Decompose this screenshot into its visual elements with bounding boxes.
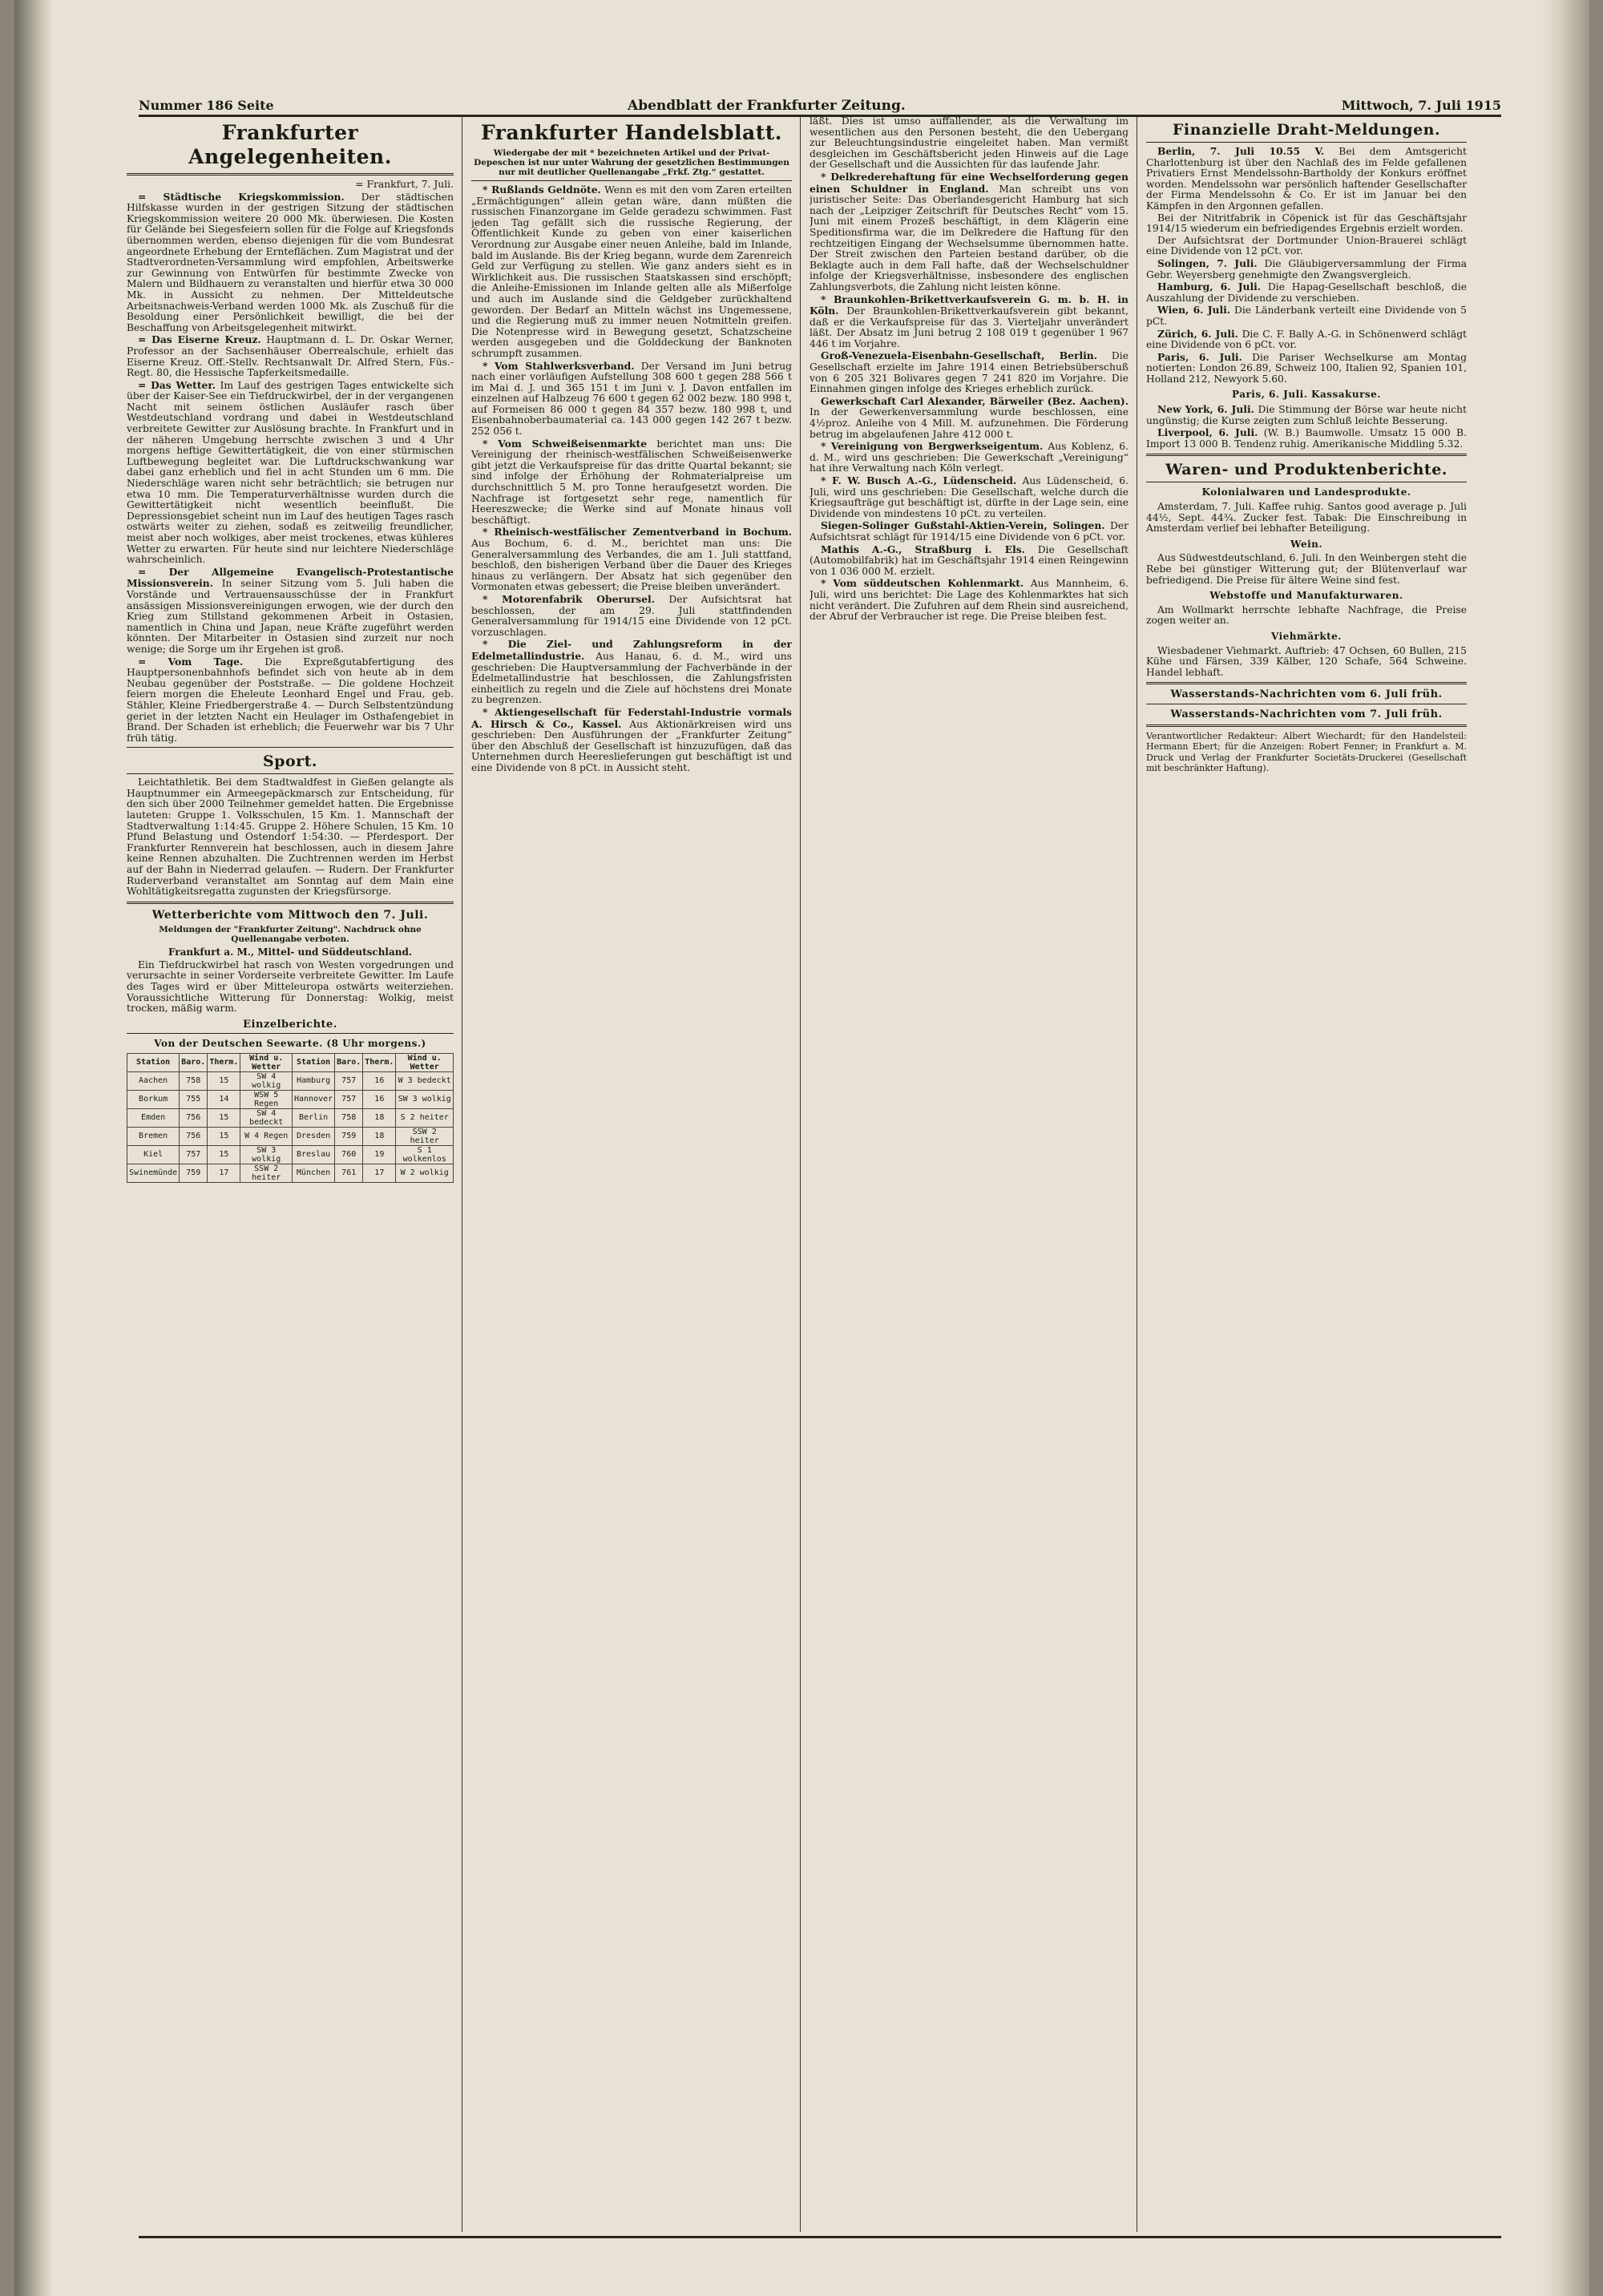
table-cell: 15 (208, 1071, 240, 1090)
article-text: Aus Südwestdeutschland, 6. Juli. In den Weinbergen steht die Rebe bei günstiger Witterung gut; der Blütenverlauf war befriedigend. Die Preise für ältere Weine sind fest. (1146, 552, 1467, 586)
table-header: Baro. (180, 1053, 208, 1071)
table-cell: 18 (363, 1127, 396, 1145)
dateline: = Frankfurt, 7. Juli. (355, 179, 454, 190)
article-text: Aus Bochum, 6. d. M., berichtet man uns: Die Generalversammlung des Verbandes, die am 1. Juli stattfand, beschloß, den bisherigen Verband über die Dauer des Krieges hinaus zu verlängern. Der Absatz hat sich gegenüber den Vormonaten etwas gebessert; die Preise bleiben unverändert. (471, 538, 792, 593)
table-header: Wind u. Wetter (240, 1053, 293, 1071)
table-cell: W 3 bedeckt (396, 1071, 454, 1090)
water-level-title: Wasserstands-Nachrichten vom 7. Juli früh. (1170, 708, 1443, 720)
article-lead: = Städtische Kriegskommission. (138, 190, 345, 203)
table-cell: Bremen (127, 1127, 180, 1145)
paris-quotes-title: Paris, 6. Juli. Kassakurse. (1232, 389, 1381, 401)
section-title-handelsblatt: Frankfurter Handelsblatt. (480, 121, 783, 144)
article-lead: * Vom Schweißeisenmarkte (483, 437, 648, 450)
issue-date: Mittwoch, 7. Juli 1915 (1341, 98, 1501, 113)
article-text: Hauptmann d. L. Dr. Oskar Werner, Professor an der Sachsenhäuser Oberrealschule, erhielt das Eiserne Kreuz. Off.-Stellv. Rechtsanwalt Dr. Alfred Stern, Füs.-Regt. 80, die Hessische Tapferkeitsmedaille. (127, 334, 454, 379)
page-number: Nummer 186 Seite (139, 98, 274, 113)
article-text: Die Gesellschaft erzielte im Jahre 1914 einen Betriebsüberschuß von 6 205 321 Bolivares gegen 7 241 820 im Vorjahre. Die Einnahmen gingen infolge des Krieges erheblich zurück. (810, 350, 1129, 395)
table-row (127, 1127, 454, 1145)
weather-text: Ein Tiefdruckwirbel hat rasch von Westen vorgedrungen und verursachte in seiner Vorderseite verbreitete Gewitter. Im Laufe des Tages wird er über Mitteleuropa ostwärts weiterziehen. Voraussichtliche Witterung für Donnerstag: Wolkig, meist trocken, mäßig warm. (127, 958, 454, 1015)
article-lead: * Motorenfabrik Oberursel. (483, 592, 656, 605)
article-lead: Mathis A.-G., Straßburg i. Els. (821, 543, 1025, 555)
table-cell: München (292, 1164, 334, 1182)
article-text: Bei dem Amtsgericht Charlottenburg ist über den Nachlaß des im Felde gefallenen Privatiers Ernst Mendelssohn-Bartholdy der Konkurs eröffnet worden. Mendelssohn war persönlich haftender Gesellschafter der Firma Mendelssohn & Co. Er ist im Januar bei den Kämpfen in den Argonnen gefallen. (1146, 146, 1467, 212)
article-text: Der Versand im Juni betrug nach einer vorläufigen Aufstellung 308 600 t gegen 288 566 t im Mai d. J. und 365 151 t im Juni v. J. Davon entfallen im einzelnen auf Halbzeug 76 600 t gegen 62 002 bezw. 180 998 t, auf Formeisen 86 000 t gegen 84 357 bezw. 180 998 t, und Eisenbahnoberbaumaterial ca. 143 000 gegen 142 267 t bezw. 252 056 t. (471, 360, 792, 438)
article-text: Am Wollmarkt herrschte lebhafte Nachfrage, die Preise zogen weiter an. (1146, 603, 1467, 627)
table-cell: Hannover (292, 1090, 334, 1108)
article-lead: Hamburg, 6. Juli. (1157, 280, 1262, 293)
table-row (127, 1164, 454, 1182)
column-finance (1146, 116, 1467, 2248)
article-text: Der Aufsichtsrat schlägt für 1914/15 eine Dividende von 6 pCt. vor. (810, 520, 1129, 543)
table-cell: SW 3 wolkig (396, 1090, 454, 1108)
article-text: Amsterdam, 7. Juli. Kaffee ruhig. Santos good average p. Juli 44½, Sept. 44¾. Zucker fest. Tabak: Die Einschreibung in Amsterdam verlief bei lebhafter Beteiligung. (1146, 501, 1467, 535)
subsection-title: Viehmärkte. (1271, 630, 1342, 642)
article-text: Aus Hanau, 6. d. M., wird uns geschrieben: Die Hauptversammlung der Fachverbände in der Edelmetallindustrie hat beschlossen, die Zahlungsfristen einheitlich zu regeln und die Ziele auf höchstens drei Monate zu begrenzen. (471, 650, 792, 706)
table-cell: 757 (335, 1071, 363, 1090)
table-cell: SW 4 bedeckt (240, 1108, 293, 1127)
table-cell: SW 3 wolkig (240, 1145, 293, 1164)
article-lead: * Die Ziel- und Zahlungsreform in der Edelmetallindustrie. (471, 638, 792, 662)
section-title-finance: Finanzielle Draht-Meldungen. (1172, 121, 1441, 139)
table-row (127, 1145, 454, 1164)
article-text: Aus Koblenz, 6. d. M., wird uns geschrieben: Die Gewerkschaft „Vereinigung“ hat ihre Verwaltung nach Köln verlegt. (810, 441, 1129, 474)
article-text: Die Expreßgutabfertigung des Hauptpersonenbahnhofs befindet sich von heute ab in dem Neubau gegenüber der Poststraße. — Die goldene Hochzeit feiern morgen die Eheleute Leonhard Engel und Frau, geb. Stähler, Kleine Friedbergerstraße 4. — Durch Selbstentzündung geriet in der letzten Nacht ein Heulager im Osthafengebiet in Brand. Der Schaden ist erheblich; die Feuerwehr war bis 7 Uhr früh tätig. (127, 656, 454, 744)
table-cell: Kiel (127, 1145, 180, 1164)
table-cell: 14 (208, 1090, 240, 1108)
article-text: Die Hapag-Gesellschaft beschloß, die Auszahlung der Dividende zu verschieben. (1146, 281, 1467, 304)
book-spine (14, 0, 53, 2296)
water-level-title: Wasserstands-Nachrichten vom 6. Juli früh. (1170, 688, 1443, 701)
article-text: Der Aufsichtsrat der Dortmunder Union-Brauerei schlägt eine Dividende von 12 pCt. vor. (1146, 234, 1467, 257)
article-lead: = Der Allgemeine Evangelisch-Protestantische Missionsverein. (127, 565, 454, 590)
table-cell: 757 (180, 1145, 208, 1164)
article-text: Aus Aktionärkreisen wird uns geschrieben: Den Ausführungen der „Frankfurter Zeitung“ über den Abschluß der Gesellschaft ist hinzuzufügen, daß das Unternehmen durch Heereslieferungen gut beschäftigt ist und eine Dividende von 8 pCt. in Aussicht steht. (471, 718, 792, 773)
article-text: Die Länderbank verteilt eine Dividende von 5 pCt. (1146, 305, 1467, 327)
section-title-local: Frankfurter Angelegenheiten. (188, 121, 392, 168)
article-lead: Zürich, 6. Juli. (1157, 327, 1238, 340)
article-text: (W. B.) Baumwolle. Umsatz 15 000 B. Import 13 000 B. Tendenz ruhig. Amerikanische Middling 5.32. (1146, 427, 1467, 450)
column-local-news (127, 116, 454, 2248)
article-lead: * Aktiengesellschaft für Federstahl-Industrie vormals A. Hirsch & Co., Kassel. (471, 705, 792, 730)
einzelberichte-title: Einzelberichte. (243, 1018, 337, 1031)
article-lead: Groß-Venezuela-Eisenbahn-Gesellschaft, Berlin. (821, 349, 1098, 362)
imprint: Verantwortlicher Redakteur: Albert Wiechardt; für den Handelsteil: Hermann Ebert; für die Anzeigen: Robert Fenner; in Frankfurt a. M. Druck und Verlag der Frankfurter Societäts-Druckerei (Gesellschaft mit beschränkter Haftung). (1146, 730, 1467, 774)
table-cell: Hamburg (292, 1071, 334, 1090)
table-cell: Breslau (292, 1145, 334, 1164)
table-cell: Swinemünde (127, 1164, 180, 1182)
table-cell: Emden (127, 1108, 180, 1127)
table-cell: 19 (363, 1145, 396, 1164)
article-text: läßt. Dies ist umso auffallender, als die Verwaltung im wesentlichen aus den Personen besteht, die den Uebergang zur Beleuchtungsindustrie eingeleitet haben. Man vermißt desgleichen im Geschäftsbericht jeden Hinweis auf die Lage der Gesellschaft und die Aussichten für das laufende Jahr. (810, 116, 1129, 171)
table-cell: 15 (208, 1145, 240, 1164)
article-text: Die Gesellschaft (Automobilfabrik) hat im Geschäftsjahr 1914 einen Reingewinn von 1 036 000 M. erzielt. (810, 543, 1129, 577)
article-lead: = Das Wetter. (138, 378, 216, 391)
table-header: Wind u. Wetter (396, 1053, 454, 1071)
article-text: Bei der Nitritfabrik in Cöpenick ist für das Geschäftsjahr 1914/15 wiederum ein befriedigendes Ergebnis erzielt worden. (1146, 212, 1467, 235)
table-cell: 16 (363, 1090, 396, 1108)
section-title-weather: Wetterberichte vom Mittwoch den 7. Juli. (151, 908, 429, 922)
article-lead: * Rußlands Geldnöte. (483, 184, 601, 196)
table-cell: W 2 wolkig (396, 1164, 454, 1182)
table-header: Therm. (208, 1053, 240, 1071)
article-text: In der Gewerkenversammlung wurde beschlossen, eine 4½proz. Anleihe von 4 Mill. M. aufzunehmen. Die Förderung betrug im abgelaufenen Jahre 412 000 t. (810, 406, 1129, 440)
article-lead: * Vom Stahlwerksverband. (483, 359, 635, 372)
article-lead: Siegen-Solinger Gußstahl-Aktien-Verein, Solingen. (821, 519, 1105, 532)
table-cell: 17 (208, 1164, 240, 1182)
table-cell: 758 (180, 1071, 208, 1090)
table-cell: Berlin (292, 1108, 334, 1127)
table-cell: 755 (180, 1090, 208, 1108)
table-cell: W 4 Regen (240, 1127, 293, 1145)
table-cell: 761 (335, 1164, 363, 1182)
article-text: Leichtathletik. Bei dem Stadtwaldfest in Gießen gelangte als Hauptnummer ein Armeegepäckmarsch zur Entscheidung, für den sich über 2000 Teilnehmer gemeldet hatten. Die Ergebnisse lauteten: Gruppe 1. Volksschulen, 15 Km. 1. Mannschaft der Stadtverwaltung 1:14:45. Gruppe 2. Höhere Schulen, 15 Km. 10 Pfund Belastung und Ostendorf 1:54:30. — Pferdesport. Der Frankfurter Rennverein hat beschlossen, auch in diesem Jahre keine Rennen abzuhalten. Die Zuchtrennen werden im Herbst auf der Bahn in Niederrad gelaufen. — Rudern. Der Frankfurter Ruderverband veranstaltet am Sonntag auf dem Main eine Wohltätigkeitsregatta zugunsten der Kriegsfürsorge. (127, 777, 454, 898)
table-cell: 760 (335, 1145, 363, 1164)
article-text: Der Aufsichtsrat hat beschlossen, der am 29. Juli stattfindenden Generalversammlung für 1914/15 eine Dividende von 12 pCt. vorzuschlagen. (471, 593, 792, 638)
section-title-products: Waren- und Produktenberichte. (1165, 461, 1448, 479)
table-row (127, 1090, 454, 1108)
article-lead: * Rheinisch-westfälischer Zementverband in Bochum. (483, 526, 792, 539)
table-cell: 18 (363, 1108, 396, 1127)
table-cell: 757 (335, 1090, 363, 1108)
table-cell: 15 (208, 1108, 240, 1127)
article-lead: Solingen, 7. Juli. (1157, 256, 1258, 269)
article-lead: Paris, 6. Juli. (1157, 350, 1242, 363)
column-commerce-cont (810, 116, 1129, 2248)
table-cell: Borkum (127, 1090, 180, 1108)
article-lead: = Vom Tage. (138, 655, 244, 668)
article-text: Der städtischen Hilfskasse wurden in der gestrigen Sitzung der städtischen Kriegskommission weitere 20 000 Mk. überwiesen. Die Kosten für Gelände bei Siegesfeiern sollen für die Folge auf Kriegsfonds übernommen werden, ebenso diejenigen für die vom Bundesrat angeordnete Erhebung der Ernteflächen. Zum Magistrat und der Stadtverordneten-Versammlung wird empfohlen, Arbeitswerke zur Gewinnung von Entwürfen für bestimmte Zwecke von Malern und Bildhauern zu veranstalten und hierfür etwa 30 000 Mk. in Aussicht zu nehmen. Der Mitteldeutsche Arbeitsnachweis-Verband werden 1000 Mk. als Zuschuß für die Besoldung einer Persönlichkeit bewilligt, die bei der Beschaffung von Arbeitsgelegenheit mitwirkt. (127, 191, 454, 333)
weather-region: Frankfurt a. M., Mittel- und Süddeutschland. (168, 946, 413, 958)
table-cell: 758 (335, 1108, 363, 1127)
column-rule (800, 116, 801, 2232)
table-cell: S 1 wolkenlos (396, 1145, 454, 1164)
article-text: berichtet man uns: Die Vereinigung der rheinisch-westfälischen Schweißeisenwerke gibt jetzt die Verkaufspreise für das dritte Quartal bekannt; sie sind infolge der Erhöhung der Rohmaterialpreise um durchschnittlich 5 M. pro Tonne heraufgesetzt worden. Die Nachfrage ist fortgesetzt sehr rege, namentlich für Heereszwecke; die Werke sind auf Monate hinaus voll beschäftigt. (471, 438, 792, 526)
table-cell: 17 (363, 1164, 396, 1182)
article-lead: Liverpool, 6. Juli. (1157, 426, 1258, 439)
subsection-title: Wein. (1290, 538, 1323, 550)
table-header: Baro. (335, 1053, 363, 1071)
table-cell: 16 (363, 1071, 396, 1090)
table-cell: WSW 5 Regen (240, 1090, 293, 1108)
article-text: Die Stimmung der Börse war heute nicht ungünstig; die Kurse zeigten zum Schluß leichte Besserung. (1146, 404, 1467, 426)
article-text: In seiner Sitzung vom 5. Juli haben die Vorstände und Vertrauensausschüsse der in Frankfurt ansässigen Missionsvereinigungen erwogen, wie der durch den Krieg zum Stillstand gekommenen Arbeit in Ostasien, namentlich in China und Japan, neue Kräfte zugeführt werden könnten. Der Mitarbeiter in Ostasien sind zurzeit nur noch wenige; die Sorge um ihr Ergehen ist groß. (127, 578, 454, 655)
article-text: Im Lauf des gestrigen Tages entwickelte sich über der Kaiser-See ein Tiefdruckwirbel, der in der vergangenen Nacht mit seinem östlichen Ausläufer rasch über Westdeutschland vordrang und dabei in Westdeutschland verbreitete Gewitter zur Auslösung brachte. In Frankfurt und in der näheren Umgebung herrschte zwischen 3 und 4 Uhr morgens heftige Gewittertätigkeit, die von einer stürmischen Luftbewegung begleitet war. Die Luftdruckschwankung war dabei ganz erheblich und fiel in acht Stunden um 6 mm. Die Niederschläge waren nicht sehr beträchtlich; sie betrugen nur etwa 10 mm. Die Temperaturverhältnisse wurden durch die Gewittertätigkeit nicht wesentlich beeinflußt. Die Depressionsgebiet scheint nun im Lauf des heutigen Tages rasch ostwärts weiter zu ziehen, sodaß es zeitweilig freundlicher, meist aber noch wolkiges, aber meist trockenes, etwas kühleres Wetter zu erwarten. Für heute sind nur leichtere Niederschläge wahrscheinlich. (127, 379, 454, 566)
table-cell: SSW 2 heiter (396, 1127, 454, 1145)
table-cell: Dresden (292, 1127, 334, 1145)
article-text: Die Pariser Wechselkurse am Montag notierten: London 26.89, Schweiz 100, Italien 92, Spanien 101, Holland 212, Newyork 5.60. (1146, 351, 1467, 385)
article-lead: Gewerkschaft Carl Alexander, Bärweiler (Bez. Aachen). (821, 394, 1129, 407)
table-cell: 759 (180, 1164, 208, 1182)
article-text: Die Gläubigerversammlung der Firma Gebr. Weyersberg genehmigte den Zwangsvergleich. (1146, 257, 1467, 280)
subsection-title: Kolonialwaren und Landesprodukte. (1201, 486, 1411, 498)
table-header: Therm. (363, 1053, 396, 1071)
article-lead: * Vereinigung von Bergwerkseigentum. (821, 440, 1044, 453)
article-lead: * Delkrederehaftung für eine Wechselforderung gegen einen Schuldner in England. (810, 170, 1129, 195)
article-lead: = Das Eiserne Kreuz. (138, 333, 261, 346)
table-cell: SSW 2 heiter (240, 1164, 293, 1182)
table-header: Station (292, 1053, 334, 1071)
table-cell: SW 4 wolkig (240, 1071, 293, 1090)
article-text: Wenn es mit den vom Zaren erteilten „Ermächtigungen“ allein getan wäre, dann müßten die russischen Finanzorgane im Gelde geradezu schwimmen. Fast jeden Tag gefällt sich die russische Regierung, der Öffentlichkeit Kunde zu geben von einer kaiserlichen Verordnung zur Ausgabe einer neuen Anleihe, bald im Inlande, bald im Auslande. Bis der Krieg begann, wurde dem Zarenreich Geld zur Verfügung zu stellen. Wie ganz anders sieht es in Wirklichkeit aus. Die russischen Staatskassen sind erschöpft; die Anleihe-Emissionen im Inlande gelten alle als Mißerfolge und auch im Auslande sind die Geldgeber zurückhaltend geworden. Der Bedarf an Mitteln wächst ins Ungemessene, und die Regierung muß zu immer neuen Notmitteln greifen. Die Notenpresse wird in Bewegung gesetzt, Schatzscheine werden ausgegeben und die Golddeckung der Banknoten schrumpft zusammen. (471, 184, 792, 359)
article-lead: Wien, 6. Juli. (1157, 304, 1231, 317)
section-title-sport: Sport. (262, 753, 318, 771)
table-cell: 759 (335, 1127, 363, 1145)
table-cell: Aachen (127, 1071, 180, 1090)
article-lead: * F. W. Busch A.-G., Lüdenscheid. (821, 474, 1017, 486)
article-text: Man schreibt uns von juristischer Seite: Das Oberlandesgericht Hamburg hat sich nach der „Leipziger Zeitschrift für Deutsches Recht“ vom 15. Juni mit einem Prozeß beschäftigt, in dem Klägerin eine Speditionsfirma war, die im Delkredere die Haftung für den rechtzeitigen Eingang der Wechselsumme übernommen hatte. Der Streit zwischen den Parteien bestand darüber, ob die Beklagte auch in dem Fall hafte, daß der Wechselschuldner infolge der Kriegsverhältnisse, insbesondere des englischen Zahlungsverbots, die Zahlung nicht leisten könne. (810, 183, 1129, 293)
subsection-title: Webstoffe und Manufakturwaren. (1209, 590, 1403, 602)
table-row (127, 1108, 454, 1127)
article-text: Die C. F. Bally A.-G. in Schönenwerd schlägt eine Dividende von 6 pCt. vor. (1146, 328, 1467, 351)
reprint-notice: Wiedergabe der mit * bezeichneten Artikel und der Privat-Depeschen ist nur unter Wahrung der gesetzlichen Bestimmungen nur mit deutlicher Quellenangabe „Frkf. Ztg.“ gestattet. (474, 148, 789, 177)
weather-station-table (127, 1053, 454, 1183)
article-lead: New York, 6. Juli. (1157, 403, 1254, 416)
article-lead: * Braunkohlen-Brikettverkaufsverein G. m. b. H. in Köln. (810, 293, 1129, 317)
newspaper-title: Abendblatt der Frankfurter Zeitung. (628, 98, 906, 114)
newspaper-page (14, 0, 1589, 2296)
table-cell: 756 (180, 1108, 208, 1127)
table-cell: 15 (208, 1127, 240, 1145)
article-text: Wiesbadener Viehmarkt. Auftrieb: 47 Ochsen, 60 Bullen, 215 Kühe und Färsen, 339 Kälber, 120 Schafe, 564 Schweine. Handel lebhaft. (1146, 644, 1467, 678)
footer-rule (139, 2236, 1501, 2238)
table-row (127, 1071, 454, 1090)
column-commerce (471, 116, 792, 2248)
table-header: Station (127, 1053, 180, 1071)
article-lead: Berlin, 7. Juli 10.55 V. (1157, 145, 1325, 157)
article-text: Aus Mannheim, 6. Juli, wird uns berichtet: Die Lage des Kohlenmarktes hat sich nicht verändert. Die Zufuhren auf dem Rhein sind ausreichend, der Abruf der Verbraucher ist rege. Die Preise bleiben fest. (810, 578, 1129, 623)
seewarte-title: Von der Deutschen Seewarte. (8 Uhr morgens.) (154, 1038, 426, 1050)
article-text: Der Braunkohlen-Brikettverkaufsverein gibt bekannt, daß er die Verkaufspreise für das 3. Vierteljahr unverändert läßt. Der Absatz im Juni betrug 2 108 019 t gegenüber 1 967 446 t im Vorjahre. (810, 305, 1129, 349)
page-edge (1541, 0, 1589, 2296)
table-cell: S 2 heiter (396, 1108, 454, 1127)
article-text: Aus Lüdenscheid, 6. Juli, wird uns geschrieben: Die Gesellschaft, welche durch die Kriegsaufträge gut beschäftigt ist, dürfte in der Lage sein, eine Dividende von mindestens 10 pCt. zu verteilen. (810, 475, 1129, 519)
weather-subtitle: Meldungen der "Frankfurter Zeitung". Nachdruck ohne Quellenangabe verboten. (159, 924, 422, 944)
article-lead: * Vom süddeutschen Kohlenmarkt. (821, 577, 1024, 590)
table-cell: 756 (180, 1127, 208, 1145)
